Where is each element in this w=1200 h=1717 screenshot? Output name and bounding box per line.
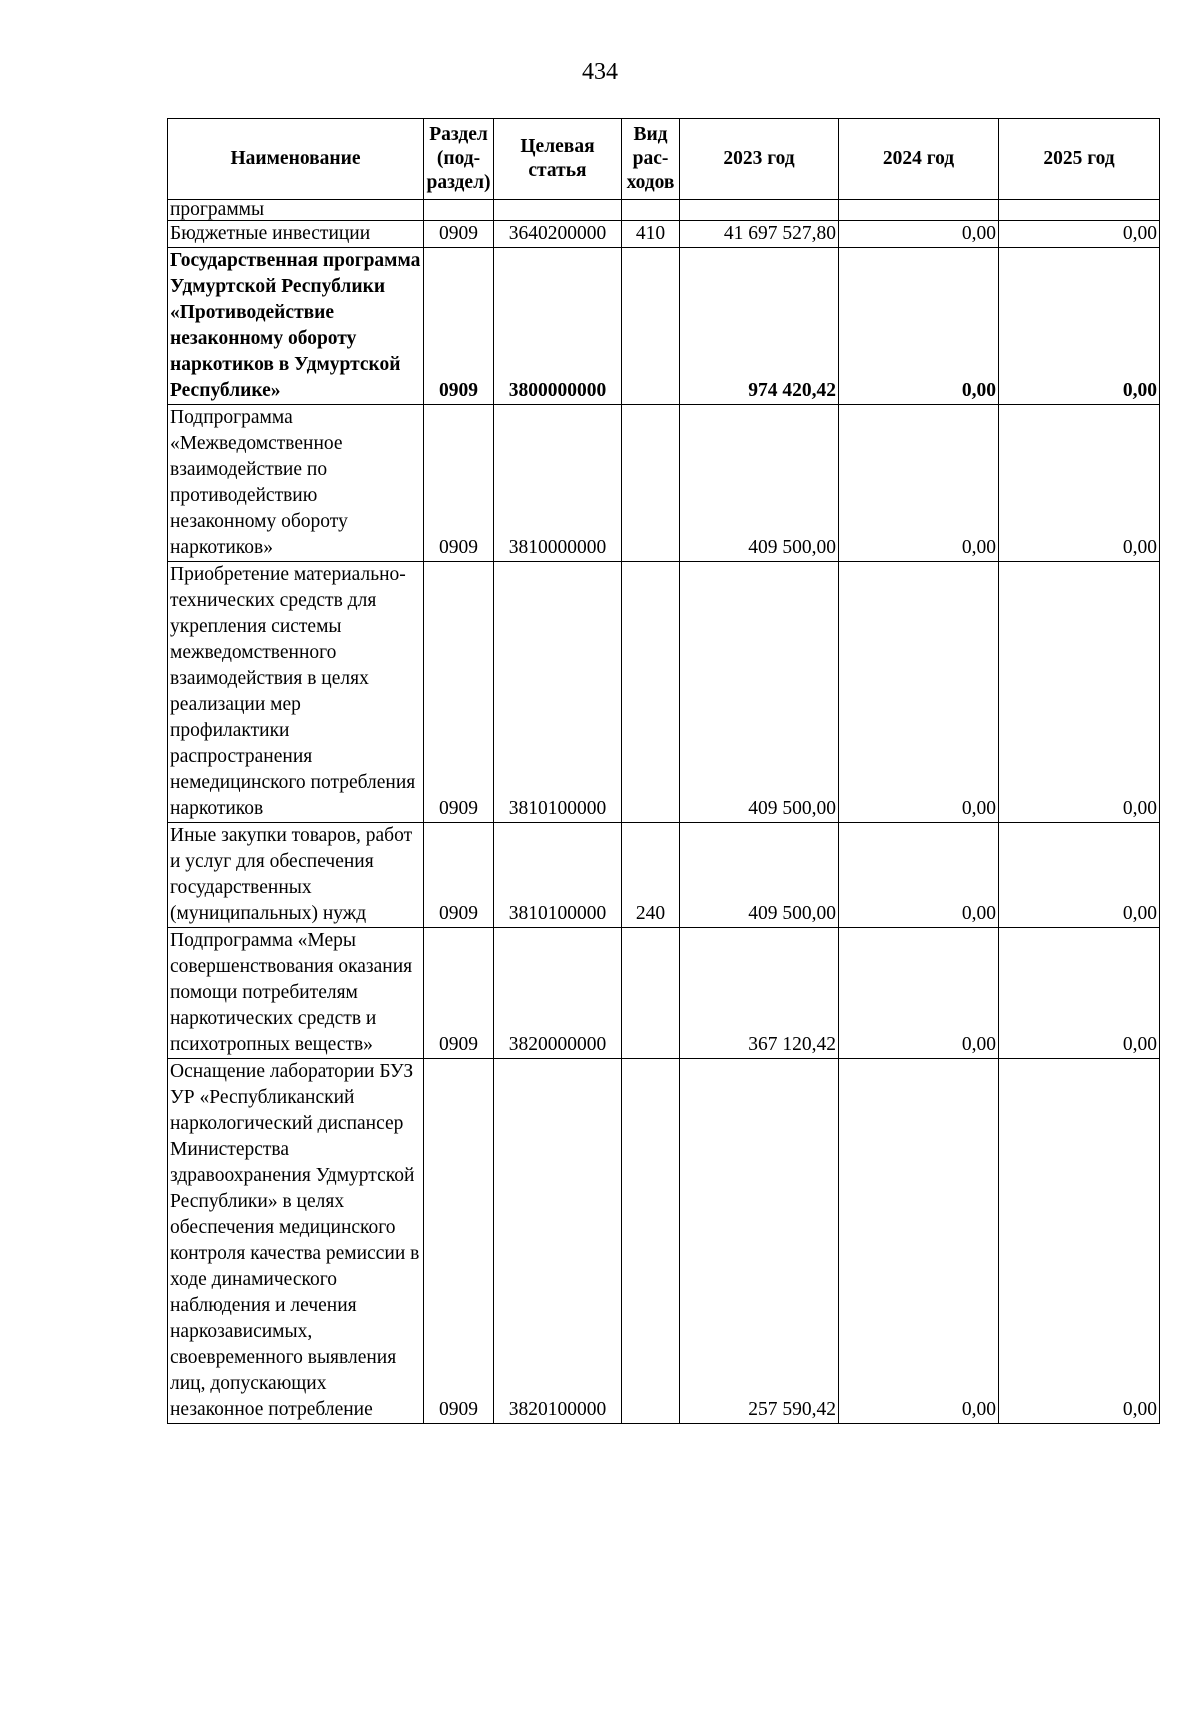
row-section [424, 200, 494, 221]
row-2024: 0,00 [839, 1059, 999, 1424]
row-name: Приобретение материально-технических средств для укрепления системы межведомственного взаимодействия в целях реализации мер профилактики распространения немедицинского потребления наркотиков [168, 562, 424, 823]
row-2023: 409 500,00 [680, 405, 839, 562]
table-row [168, 562, 1160, 823]
row-2025: 0,00 [999, 248, 1160, 405]
row-section: 0909 [424, 928, 494, 1059]
header-2023: 2023 год [680, 119, 839, 200]
header-name: Наименование [168, 119, 424, 200]
row-name: Оснащение лаборатории БУЗ УР «Республиканский наркологический диспансер Министерства здравоохранения Удмуртской Республики» в целях обеспечения медицинского контроля качества ремиссии в ходе динамического наблюдения и лечения наркозависимых, своевременного выявления лиц, допускающих незаконное потребление [168, 1059, 424, 1424]
page-number: 434 [582, 59, 618, 85]
row-2023: 974 420,42 [680, 248, 839, 405]
table-row [168, 405, 1160, 562]
row-target: 3640200000 [494, 221, 622, 248]
row-2025: 0,00 [999, 221, 1160, 248]
row-kind [622, 200, 680, 221]
row-name: Подпрограмма «Меры совершенствования оказания помощи потребителям наркотических средств и психотропных веществ» [168, 928, 424, 1059]
table-row [168, 221, 1160, 248]
header-target-article: Целевая статья [494, 119, 622, 200]
row-target: 3810000000 [494, 405, 622, 562]
row-2023: 367 120,42 [680, 928, 839, 1059]
table-row [168, 248, 1160, 405]
table-row [168, 823, 1160, 928]
row-kind [622, 562, 680, 823]
table-row [168, 1059, 1160, 1424]
row-2023: 41 697 527,80 [680, 221, 839, 248]
header-section: Раздел (под-раздел) [424, 119, 494, 200]
row-target: 3810100000 [494, 562, 622, 823]
row-2024: 0,00 [839, 928, 999, 1059]
table-header-row [168, 119, 1160, 200]
row-kind [622, 928, 680, 1059]
row-kind: 240 [622, 823, 680, 928]
row-target: 3820100000 [494, 1059, 622, 1424]
row-kind: 410 [622, 221, 680, 248]
row-target: 3800000000 [494, 248, 622, 405]
row-section: 0909 [424, 823, 494, 928]
row-target [494, 200, 622, 221]
row-section: 0909 [424, 562, 494, 823]
table-row [168, 928, 1160, 1059]
row-kind [622, 405, 680, 562]
row-name: Бюджетные инвестиции [168, 221, 424, 248]
row-section: 0909 [424, 248, 494, 405]
row-2024: 0,00 [839, 823, 999, 928]
row-2024: 0,00 [839, 562, 999, 823]
table-row [168, 200, 1160, 221]
row-name: программы [168, 200, 424, 221]
row-name: Иные закупки товаров, работ и услуг для обеспечения государственных (муниципальных) нужд [168, 823, 424, 928]
row-2024: 0,00 [839, 248, 999, 405]
row-2024: 0,00 [839, 221, 999, 248]
row-target: 3820000000 [494, 928, 622, 1059]
row-2023: 409 500,00 [680, 823, 839, 928]
row-2025: 0,00 [999, 1059, 1160, 1424]
header-2025: 2025 год [999, 119, 1160, 200]
row-name: Государственная программа Удмуртской Республики «Противодействие незаконному обороту наркотиков в Удмуртской Республике» [168, 248, 424, 405]
row-2025: 0,00 [999, 823, 1160, 928]
row-kind [622, 248, 680, 405]
row-2023: 257 590,42 [680, 1059, 839, 1424]
row-2024 [839, 200, 999, 221]
budget-table [167, 118, 1160, 1424]
row-section: 0909 [424, 221, 494, 248]
row-2023 [680, 200, 839, 221]
row-2024: 0,00 [839, 405, 999, 562]
row-2025: 0,00 [999, 928, 1160, 1059]
header-2024: 2024 год [839, 119, 999, 200]
row-2023: 409 500,00 [680, 562, 839, 823]
row-2025 [999, 200, 1160, 221]
row-2025: 0,00 [999, 562, 1160, 823]
row-section: 0909 [424, 1059, 494, 1424]
row-kind [622, 1059, 680, 1424]
row-section: 0909 [424, 405, 494, 562]
row-target: 3810100000 [494, 823, 622, 928]
row-name: Подпрограмма «Межведомственное взаимодействие по противодействию незаконному обороту наркотиков» [168, 405, 424, 562]
row-2025: 0,00 [999, 405, 1160, 562]
header-expense-kind: Вид рас-ходов [622, 119, 680, 200]
